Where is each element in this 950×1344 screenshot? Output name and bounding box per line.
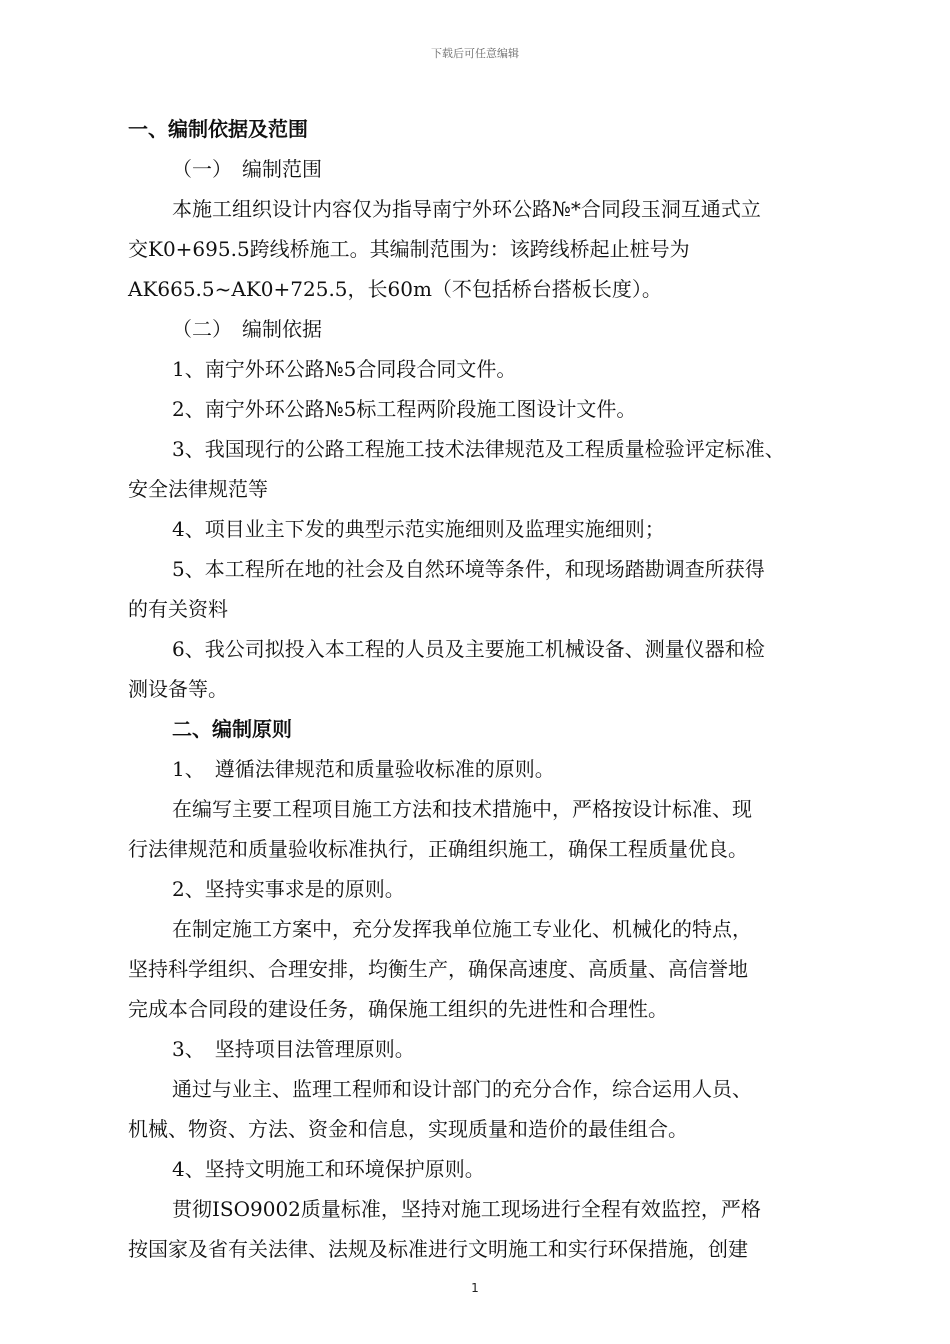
text-line: 4、项目业主下发的典型示范实施细则及监理实施细则； bbox=[172, 517, 665, 541]
section-heading: 二、编制原则 bbox=[172, 717, 292, 741]
text-line: 坚持科学组织、合理安排，均衡生产，确保高速度、高质量、高信誉地 bbox=[128, 957, 748, 981]
text-line: 完成本合同段的建设任务，确保施工组织的先进性和合理性。 bbox=[128, 997, 668, 1021]
text-line: 的有关资料 bbox=[128, 597, 228, 621]
section-heading: 一、编制依据及范围 bbox=[128, 117, 308, 141]
text-line: 机械、物资、方法、资金和信息，实现质量和造价的最佳组合。 bbox=[128, 1117, 688, 1141]
text-line: 4、坚持文明施工和环境保护原则。 bbox=[172, 1157, 485, 1181]
text-line: 在编写主要工程项目施工方法和技术措施中，严格按设计标准、现 bbox=[172, 797, 752, 821]
text-line: 1、南宁外环公路№5合同段合同文件。 bbox=[172, 357, 517, 381]
text-line: AK665.5~AK0+725.5，长60m（不包括桥台搭板长度）。 bbox=[128, 277, 662, 301]
text-line: 本施工组织设计内容仅为指导南宁外环公路№*合同段玉洞互通式立 bbox=[172, 197, 761, 221]
text-line: 交K0+695.5跨线桥施工。其编制范围为：该跨线桥起止桩号为 bbox=[128, 237, 690, 261]
text-line: （一） 编制范围 bbox=[172, 157, 322, 181]
text-line: 1、 遵循法律规范和质量验收标准的原则。 bbox=[172, 757, 555, 781]
text-line: 2、南宁外环公路№5标工程两阶段施工图设计文件。 bbox=[172, 397, 637, 421]
page-header: 下载后可任意编辑 bbox=[431, 47, 519, 60]
text-line: 行法律规范和质量验收标准执行，正确组织施工，确保工程质量优良。 bbox=[128, 837, 748, 861]
text-line: 3、 坚持项目法管理原则。 bbox=[172, 1037, 415, 1061]
text-line: 2、坚持实事求是的原则。 bbox=[172, 877, 405, 901]
page-number: 1 bbox=[471, 1281, 479, 1295]
text-line: 通过与业主、监理工程师和设计部门的充分合作，综合运用人员、 bbox=[172, 1077, 752, 1101]
text-line: （二） 编制依据 bbox=[172, 317, 322, 341]
text-line: 6、我公司拟投入本工程的人员及主要施工机械设备、测量仪器和检 bbox=[172, 637, 765, 661]
text-line: 贯彻ISO9002质量标准，坚持对施工现场进行全程有效监控，严格 bbox=[172, 1197, 761, 1221]
text-line: 5、本工程所在地的社会及自然环境等条件，和现场踏勘调查所获得 bbox=[172, 557, 765, 581]
document-body bbox=[128, 112, 828, 1267]
text-line: 在制定施工方案中，充分发挥我单位施工专业化、机械化的特点， bbox=[172, 917, 752, 941]
text-line: 按国家及省有关法律、法规及标准进行文明施工和实行环保措施，创建 bbox=[128, 1237, 748, 1261]
text-line: 测设备等。 bbox=[128, 677, 228, 701]
text-line: 3、我国现行的公路工程施工技术法律规范及工程质量检验评定标准、 bbox=[172, 437, 785, 461]
text-line: 安全法律规范等 bbox=[128, 477, 268, 501]
